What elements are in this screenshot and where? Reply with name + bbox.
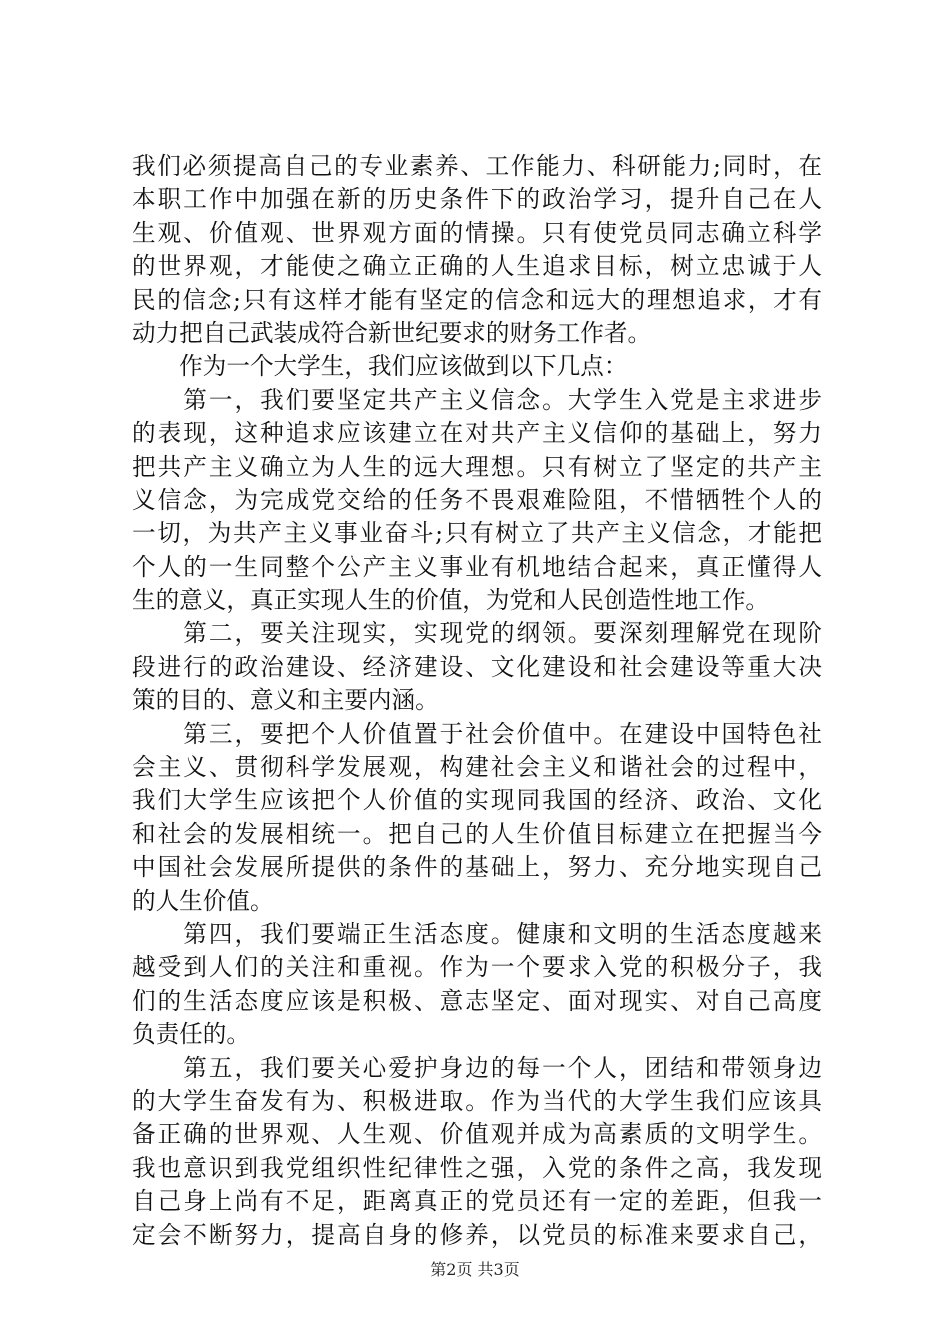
text-line: 第三，要把个人价值置于社会价值中。在建设中国特色社 [132,719,822,748]
text-line: 策的目的、意义和主要内涵。 [132,686,439,715]
text-line: 第五，我们要关心爱护身边的每一个人，团结和带领身边 [132,1053,822,1082]
text-line: 动力把自己武装成符合新世纪要求的财务工作者。 [132,318,652,347]
text-line: 负责任的。 [132,1020,250,1049]
text-line: 定会不断努力，提高自身的修养，以党员的标准来要求自己， [132,1220,822,1249]
text-line: 作为一个大学生，我们应该做到以下几点： [132,352,628,381]
text-line: 义信念，为完成党交给的任务不畏艰难险阻，不惜牺牲个人的 [132,485,822,514]
text-line: 会主义、贯彻科学发展观，构建社会主义和谐社会的过程中， [132,753,822,782]
text-line: 把共产主义确立为人生的远大理想。只有树立了坚定的共产主 [132,452,822,481]
text-line: 民的信念;只有这样才能有坚定的信念和远大的理想追求，才有 [132,285,822,314]
text-line: 段进行的政治建设、经济建设、文化建设和社会建设等重大决 [132,652,822,681]
text-line: 个人的一生同整个公产主义事业有机地结合起来，真正懂得人 [132,552,822,581]
text-line: 我也意识到我党组织性纪律性之强，入党的条件之高，我发现 [132,1153,822,1182]
text-line: 的世界观，才能使之确立正确的人生追求目标，树立忠诚于人 [132,252,822,281]
text-line: 的表现，这种追求应该建立在对共产主义信仰的基础上，努力 [132,419,822,448]
text-line: 第一，我们要坚定共产主义信念。大学生入党是主求进步 [132,385,822,414]
text-line: 第二，要关注现实，实现党的纲领。要深刻理解党在现阶 [132,619,822,648]
text-line: 我们必须提高自己的专业素养、工作能力、科研能力;同时，在 [132,152,822,180]
text-line: 和社会的发展相统一。把自己的人生价值目标建立在把握当今 [132,819,822,848]
text-line: 备正确的世界观、人生观、价值观并成为高素质的文明学生。 [132,1120,822,1149]
text-line: 的人生价值。 [132,886,274,915]
text-line: 第四，我们要端正生活态度。健康和文明的生活态度越来 [132,919,822,948]
text-line: 生的意义，真正实现人生的价值，为党和人民创造性地工作。 [132,586,770,615]
text-line: 的大学生奋发有为、积极进取。作为当代的大学生我们应该具 [132,1086,822,1115]
document-body [132,150,822,1252]
text-line: 生观、价值观、世界观方面的情操。只有使党员同志确立科学 [132,218,822,247]
text-line: 中国社会发展所提供的条件的基础上，努力、充分地实现自己 [132,853,822,882]
text-line: 本职工作中加强在新的历史条件下的政治学习，提升自己在人 [132,185,822,214]
page-footer: 第2页 共3页 [430,1260,520,1279]
text-line: 自己身上尚有不足，距离真正的党员还有一定的差距，但我一 [132,1187,822,1216]
text-line: 越受到人们的关注和重视。作为一个要求入党的积极分子，我 [132,953,822,982]
text-line: 我们大学生应该把个人价值的实现同我国的经济、政治、文化 [132,786,822,815]
text-line: 一切，为共产主义事业奋斗;只有树立了共产主义信念，才能把 [132,519,822,548]
text-line: 们的生活态度应该是积极、意志坚定、面对现实、对自己高度 [132,986,822,1015]
